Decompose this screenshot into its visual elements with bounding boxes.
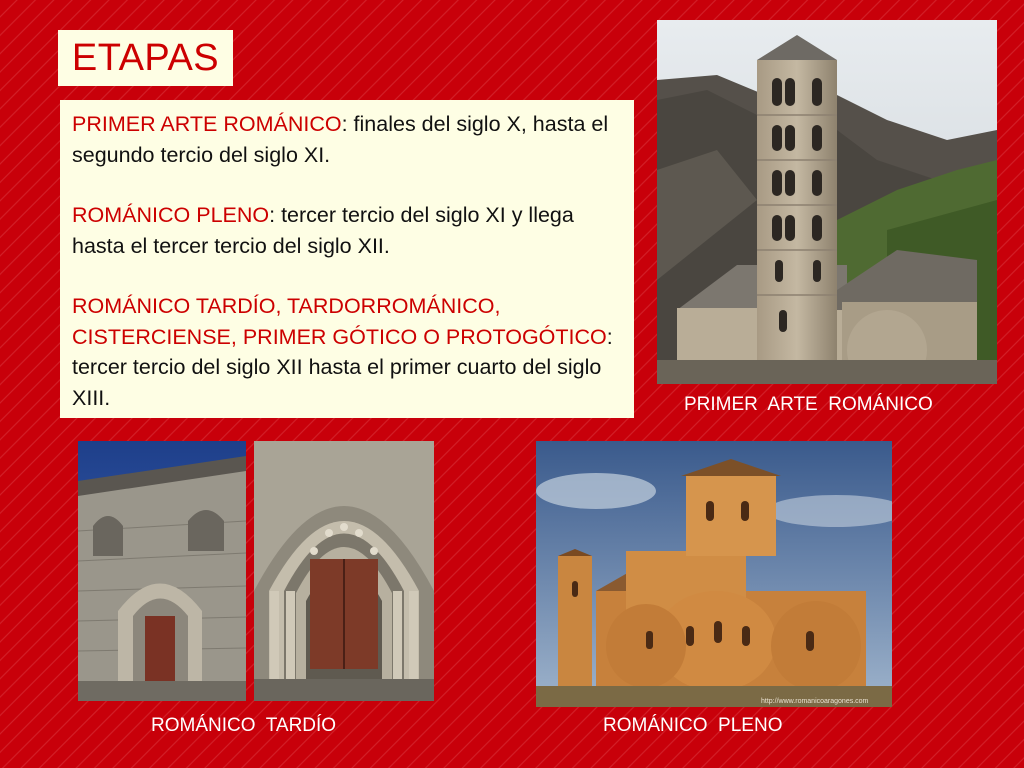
stages-text-box: [60, 100, 634, 418]
photo-watermark: http://www.romanicoaragones.com: [761, 698, 869, 705]
photo-primer-arte-romanico: [657, 20, 997, 384]
stage-paragraph-3: [72, 291, 622, 413]
stage-2-name: ROMÁNICO PLENO: [72, 203, 270, 227]
caption-primer-arte-romanico: PRIMER ARTE ROMÁNICO: [684, 394, 933, 415]
stage-paragraph-2: [72, 200, 622, 261]
stage-1-description: : finales del siglo X, hasta el segundo tercio del siglo XI.: [72, 112, 609, 167]
photo-romanico-tardio-facade: [78, 441, 246, 701]
stage-2-description: : tercer tercio del siglo XI y llega hasta el tercer tercio del siglo XII.: [72, 203, 574, 258]
stage-3-name: ROMÁNICO TARDÍO, TARDORROMÁNICO, CISTERCIENSE, PRIMER GÓTICO O PROTOGÓTICO: [72, 294, 607, 349]
title-box: [58, 30, 233, 86]
stage-paragraph-1: [72, 109, 622, 170]
slide-title: ETAPAS: [71, 36, 220, 79]
caption-romanico-tardio: ROMÁNICO TARDÍO: [151, 715, 337, 736]
photo-romanico-pleno: [536, 441, 892, 707]
caption-romanico-pleno: ROMÁNICO PLENO: [603, 715, 783, 736]
stage-1-name: PRIMER ARTE ROMÁNICO: [72, 112, 342, 136]
photo-romanico-tardio-portal: [254, 441, 434, 701]
stage-3-description: : tercer tercio del siglo XII hasta el primer cuarto del siglo XIII.: [72, 324, 613, 410]
